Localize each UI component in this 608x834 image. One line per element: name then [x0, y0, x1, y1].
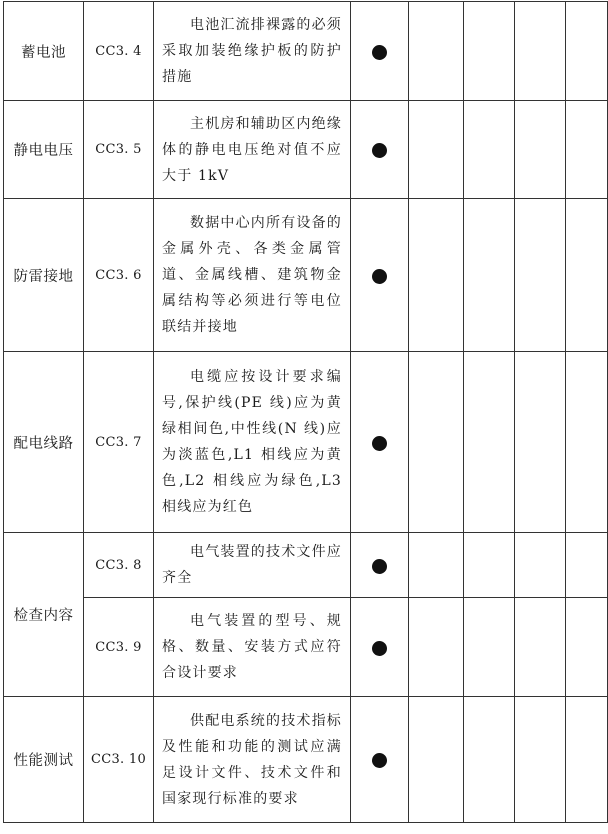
category-cell: 性能测试: [4, 697, 84, 823]
code-cell: CC3. 7: [84, 352, 154, 533]
empty-cell: [409, 697, 464, 823]
filled-circle-icon: [372, 269, 387, 284]
table-row: [4, 533, 608, 598]
filled-circle-icon: [372, 45, 387, 60]
code-cell: CC3. 6: [84, 199, 154, 352]
mark-cell: [351, 2, 409, 101]
table-row: [4, 199, 608, 352]
category-cell: 检查内容: [4, 533, 84, 697]
empty-cell: [464, 352, 515, 533]
requirement-text: 主机房和辅助区内绝缘体的静电电压绝对值不应大于 1kV: [162, 115, 342, 184]
code-cell: CC3. 10: [84, 697, 154, 823]
empty-cell: [566, 598, 608, 697]
mark-cell: [351, 101, 409, 199]
empty-cell: [464, 697, 515, 823]
empty-cell: [566, 533, 608, 598]
requirement-text: 电缆应按设计要求编号,保护线(PE 线)应为黄绿相间色,中性线(N 线)应为淡蓝色,L1 相线应为黄色,L2 相线应为绿色,L3 相线应为红色: [162, 369, 342, 515]
mark-cell: [351, 533, 409, 598]
empty-cell: [515, 598, 566, 697]
empty-cell: [464, 101, 515, 199]
empty-cell: [566, 697, 608, 823]
requirement-text: 数据中心内所有设备的金属外壳、各类金属管道、金属线槽、建筑物金属结构等必须进行等电位联结并接地: [162, 215, 342, 335]
empty-cell: [464, 533, 515, 598]
filled-circle-icon: [372, 753, 387, 768]
empty-cell: [464, 598, 515, 697]
mark-cell: [351, 352, 409, 533]
empty-cell: [566, 352, 608, 533]
empty-cell: [409, 352, 464, 533]
code-cell: CC3. 5: [84, 101, 154, 199]
filled-circle-icon: [372, 641, 387, 656]
requirement-cell: [154, 697, 351, 823]
mark-cell: [351, 598, 409, 697]
code-cell: CC3. 8: [84, 533, 154, 598]
empty-cell: [515, 101, 566, 199]
table-row: [4, 598, 608, 697]
empty-cell: [515, 533, 566, 598]
category-cell: 防雷接地: [4, 199, 84, 352]
requirement-text: 电气装置的型号、规格、数量、安装方式应符合设计要求: [162, 613, 342, 681]
code-cell: CC3. 4: [84, 2, 154, 101]
empty-cell: [409, 533, 464, 598]
filled-circle-icon: [372, 559, 387, 574]
empty-cell: [464, 2, 515, 101]
requirement-cell: [154, 101, 351, 199]
empty-cell: [409, 598, 464, 697]
category-cell: 配电线路: [4, 352, 84, 533]
empty-cell: [409, 101, 464, 199]
empty-cell: [409, 2, 464, 101]
requirement-cell: [154, 533, 351, 598]
empty-cell: [409, 199, 464, 352]
table-row: [4, 352, 608, 533]
empty-cell: [515, 352, 566, 533]
empty-cell: [515, 697, 566, 823]
empty-cell: [464, 199, 515, 352]
code-cell: CC3. 9: [84, 598, 154, 697]
empty-cell: [566, 101, 608, 199]
requirement-text: 电池汇流排裸露的必须采取加装绝缘护板的防护措施: [162, 17, 342, 85]
requirement-cell: [154, 2, 351, 101]
requirement-text: 电气装置的技术文件应齐全: [162, 544, 342, 586]
empty-cell: [515, 2, 566, 101]
category-cell: 静电电压: [4, 101, 84, 199]
empty-cell: [566, 2, 608, 101]
requirement-text: 供配电系统的技术指标及性能和功能的测试应满足设计文件、技术文件和国家现行标准的要求: [162, 712, 342, 807]
inspection-table: [3, 1, 608, 823]
requirement-cell: [154, 352, 351, 533]
requirement-cell: [154, 199, 351, 352]
mark-cell: [351, 199, 409, 352]
empty-cell: [566, 199, 608, 352]
category-cell: 蓄电池: [4, 2, 84, 101]
requirement-cell: [154, 598, 351, 697]
table-row: [4, 2, 608, 101]
table-row: [4, 101, 608, 199]
filled-circle-icon: [372, 436, 387, 451]
mark-cell: [351, 697, 409, 823]
empty-cell: [515, 199, 566, 352]
table-row: [4, 697, 608, 823]
filled-circle-icon: [372, 143, 387, 158]
